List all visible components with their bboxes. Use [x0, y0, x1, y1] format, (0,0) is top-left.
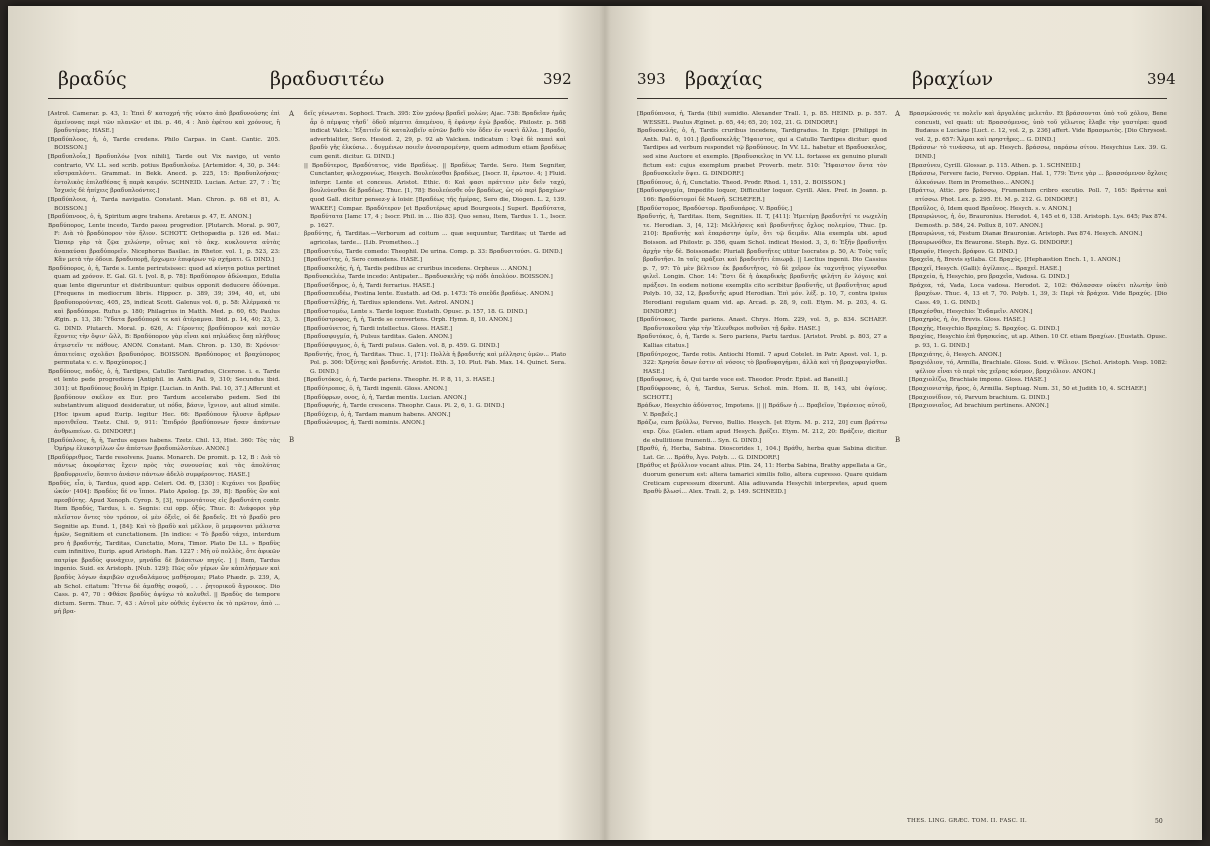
entry: [Βραδυπλοΐα,] Βραδυπλόω [vox nihili], Tarde out Vix navigo, ut vento contrario, VV. LL. sed scrib. potius Βραδυπλοέω. [Artemidor. 4, 30, p. 344: εὔστραπλόντι. Grammat. in Bekk. Anecd. p. 225, 15: Βραδυπλοήσας· ἐντολικὸς ἐπιλαθέσας ἢ παρὰ καιρόν. SCHNEID. Lucian. Actur. 27, 7 : Ἐς Ἰσχυεὶς δὲ ἠπίχεις βραδυπλοόντες.]	[48, 153, 280, 195]
entry: [Βραφόν, Hesych. βράφον. G. DIND.]	[909, 248, 1018, 255]
entry: Βραδυτής, ἡ, Tarditas. Item, Segnities. II. T, [411]: Ἡμετέρῃ βραδυτῆτί τε νωχελίῃ τε. Herodian. 3, [4, 12]: Μελλήσεις καὶ βραδυτῆτες ὄχλος πολεμίου, Thuc. [p. 210]: Βραδυτὴς καὶ ἐπαράστην ὑμῖν, ὅτι τῷ δειμᾶν. Alia exempla ubi. apud Boisson. ad Philostr. p. 356, quam Schol. indicat Hesiod. 3, 3, 6: Ἐξῆν βραδυτῆτι ἀρχὴν τὴν δὲ. Boissonade: Pluriali βραδυτῆτες utitur Isocrates p. 50, A: Τοὺς ταῖς βραδυτῆσι. In ταῖς πράξεσι καὶ βραδυτῆτι ἐπιωρᾷ. || Lectius ingenii. Dio Cassius p. 7, 97: Τὸ μὲν βέλτιον ἐκ βραδυτῆτος, τὸ δὲ χεῖρον ἐκ ταχυτῆτος γίγνεσθαι φιλεῖ. Longin. Chor. 14: Ἔστι δὲ ἡ ἀκαρδικὴς βραδυτῆς φιλήτη ἐν λόγοις καὶ πράξεσι. In eodem notione exemplis cito scribitur βραδυτῆς, ut βραδυτῆτας apud Polyb. 10, 32, 12, βραδυτῆς apud Herodian. Ἐπὶ μόν. λέξ. p. 10, 7, contra ipsius Herodiani regulam quam vid. ap. Arcad. p. 28, 9, coll. Etym. M. p. 203, 4. G. DINDORF.]	[637, 214, 887, 315]
right-page	[607, 6, 1202, 840]
center-headword: βραδυσιτέω	[270, 68, 385, 90]
entry: [Βραδυσφυγμία, ἡ, Pulsus tarditas. Galen. ANON.]	[304, 334, 452, 341]
entry: [Βραδυσίδηρος, ὁ, ἡ, Tardi ferrarius. HASE.]	[304, 282, 435, 289]
right-column-b	[909, 110, 1167, 758]
entry: βραδύτης, ἡ, Tarditas.—Verborum ad coitum ... quæ sequuntur, Tarditas; ut Tarde ad agricolas, tarde... [Lib. Prometheo...]	[304, 231, 566, 246]
entry: Βραχιόλιον, τό, Armilla, Brachiale. Gloss. Suid. v. Ψέλιον. [Schol. Aristoph. Vesp. 1082: ψέλιον εἶναι τὸ περὶ τὰς χεῖρας κόσμον, βραχιόλιον. ANON.]	[909, 360, 1167, 375]
entry: [Βραχιονιαῖος, Ad brachium pertinens. ANON.]	[909, 403, 1049, 410]
entry: [Βραδύτροχος, Tarde rotis. Antiochi Homil. 7 apud Cotelet. in Patr. Apost. vol. 1, p. 322: Χρησία ὅσων ἐστιν αἱ νόσοις τὸ βραδυφαγήμαι, ἀλλὰ καὶ τὴ βραχυφαγίσθαι. HASE.]	[637, 351, 887, 375]
column-marker-a: A	[895, 110, 901, 118]
entry: [Βραδύτροπος, ὁ, ἡ, Tardi ingenii. Gloss. ANON.]	[304, 386, 447, 392]
entry: Βραχίας, Hesychio ἐπὶ θρησκείας, ut ap. Athen. 10 Cf. etiam Βραχίων. [Eustath. Opusc. p. 93, 1. G. DIND.]	[909, 334, 1167, 350]
right-right-headword: βραχίων	[912, 68, 993, 90]
entry: Βραδυτής, ῆτος, ἡ, Tarditas. Thuc. 1, [71]: Πολλὰ ἡ βραδυτής καὶ μέλλησις ὑμῶν... Plato Pol. p. 306: Ὀξύτης καὶ βραδυτής. Aristot. Eth. 3, 10. Plut. Fab. Max. 14. Quinct. Sera. G. DIND.]	[304, 351, 566, 375]
left-headword: βραδύς	[58, 68, 127, 90]
entry: [Βραδύτοκος, Tarde pariens. Anast. Chrys. Hom. 229, vol. 5, p. 834. SCHAEF. Βραδυτοκοῦσα γὰρ τὴν Ἐλευθεροι ποθοῦσι τῇ δρᾶν. HASE.]	[637, 317, 887, 332]
entry: [Βραχέσθαι, Hesychio: Ἐνδαμεῖν. ANON.]	[909, 308, 1033, 315]
signature-line: THES. LING. GRÆC. TOM. II. FASC. II.	[907, 818, 1028, 824]
entry: [Astrol. Camerar. p. 43, 1: Ἐπεὶ δ' κατοχρή τῆς νύκτο ἀπὸ βραδυνούσης ἐπὶ ἀμείνονας περὶ τῶν πλανῶν· et ibi. p. 46, 4 : Ἀπὸ ἐφέτου καὶ χρόνους, ἢ βραδυτέρας. HASE.]	[48, 111, 280, 135]
left-page-header	[8, 68, 603, 98]
header-rule	[637, 98, 1167, 99]
entry: Βραχεῖα, ἡ, Brevis syllaba. Cf. Βραχύς. [Hephæstion Ench. 1, 1. ANON.]	[909, 257, 1121, 264]
entry: [Βραδύσφυγμος, ὁ, ἡ, Tardi pulsus. Galen. vol. 8, p. 459. G. DIND.]	[304, 343, 500, 350]
entry: [Βράττω, Attic. pro βράσσω, Frumentum cribro excutio. Poll. 7, 165: Βράττω καὶ πτίσσω. Phot. Lex. p. 295. Et. M. p. 212. G. DINDORF.]	[909, 188, 1167, 203]
entry: Βραδύς, εἶα, ὺ, Tardus, quod app. Celeri. Od. Θ, [330] : Κιχάνει τοι βραδὺς ὠκύν· [404]: Βραδέες δέ νυ ἴπποι. Plato Apolog. [p. 39, B]: Βραδὺς ὢν καὶ πρεσβύτης. Apud Xenoph. Cyrop. 5, [3], τοιμουτάτους εἰς βραδυτάτη contr. Item Βραδύς, Tardus, i. e. Segnis: cui opp. ὀξύς. Thuc. 8: Διάφοροι γὰρ πλεῖστον ὄντες τὸν τρόπον, οἱ μὲν ὀξεῖς, οἱ δὲ βραδεῖς. Et τὸ βραδὺ pro Segnitie ap. Eund. 1, [84]: Καὶ τὸ βραδὺ καὶ μέλλον, ὃ μεμφονται μάλιστα ἡμῶν, Segnitiem et cunctationem. [In indice: « Τὸ βραδὺ τάχει, interdum pro ἡ βραδυτής, Tarditas, Cunctatio, Mora, Timor. Plato De LL. » Βραδὺς cum infinitivo, Eurip. apud Aristoph. Ran. 1227 : Μὴ οὐ πολλὸς, ὅτε ἀφικῶν πατρίφε βραδὺς φυνάχειν, μηνάδα δὲ βιάσετων πηγίς. ] | Item, Tardus ingenio. Suid. ex Aristoph. [Nub. 129]: Πῶς οὖν γέρων ὢν κἀπιλήσμων καὶ βραδὺς λόγων ἀκριβῶν σχινδαλάμους μαθήσομαι; Plato Phædr. p. 239, A, ab Schol. citatum: Ἥττω δὲ ἀμαθὴς σοφοῦ, . . . ῥητορικοῦ ἄγροικος. Dio Cass. p. 47, 70 : Φθάσε βραδὺς ἀψύχω τὸ κολυθεῖ. || Βραδὺς de tempore dictum. Serm. Thuc. 7, 43 : Αὐτοῖ μὲν οὐθεὶς ἐγένετο ἐκ τὸ πρῶτον, ἀπὸ ... μή βρα-	[48, 480, 280, 616]
left-page-number: 392	[543, 70, 572, 88]
entry: Βραδύπορος, Lente incedo, Tardo passu progredior. [Plutarch. Moral. p. 907, F: Διὰ τὸ βραδύπορον τὸν ἥλιον. SCHOTT. Orthopædia p. 126 ed. Mai.: Ὥσπερ γὰρ τὰ ζῷα χελώνην, οὕτως καὶ τὸ ἀκχ. κυκλουντα αὐτὰς ἀναπαύσαι βραδύπορεῖν. Nicephorus Basilac. in Rhetor. vol. 1, p. 523, 23: Κἂν μετὰ τὴν ὁδοιπ. βραδυπορῇ, ἔρχωμεν ἐπιφέρων τῷ σχήματι. G. DIND.]	[48, 222, 280, 264]
entry: [Βραδύπνοια, ἡ, Tarda (tibi) sumidio. Alexander Trall. 1, p. 85. HEIND. p. p. 557. WESSEL. Paulus Æginet. p. 65, 44; 65, 20; 102, 21. G. DINDORF.]	[637, 111, 887, 126]
entry: Βράζω, cum βρύλλω, Ferveo, Bullio. Hesych. [et Etym. M. p. 212, 20] cum βράττω exp. ζέω. [Galen. etiam apud Hesych. βρέζει. Etym. M. 212, 20: Βράζειν, dicitur de ebullitione frumenti... Syn. G. DIND.]	[637, 420, 887, 444]
entry: [Βραδύπους, ὁ, ἡ, Cunctatio. Theod. Prodr. Rhod. 1, 151, 2. BOISSON.]	[637, 179, 846, 186]
entry: Βραδυσκελέω, Tarde incedo: Antipater... Βραδυσκελὴς τῷ πόδι ἀπολύον. BOISSON.]	[304, 274, 553, 281]
entry: [Βραδυσκελής, ἡ, ἡ, Tardis pedibus ac cruribus incedens. Orpheus ... ANON.]	[304, 265, 531, 272]
right-left-headword: βραχίας	[685, 68, 763, 90]
entry: Βραδυσκελής, ὁ, ἡ, Tardis cruribus incedens, Tardigradus. In Epigr. [Philippi in Anth. Pal. 6, 101.] βραδυσκελῆς Ἥφαιστος, qui a Catullo Tardipes dicitur: quod Tardipes ad verbum respondet τῷ βραδύπους. In VV. LL. habetur et Βραδυσκελος, sed sine Auctore et exemplo. [Βραδυσκελος in VV. LL. fortasse ex genuino plurali fictum est: cujus exemplum præbet Proverb. metr. 510: Ἥφαιστον ὄντα τὸν βραδυσκελεῖν ὄψει. G. DINDORF.]	[637, 128, 887, 178]
entry: Βραδύπους, ποδὸς, ὁ, ἡ, Tardipes, Catullo: Tardigradus, Cicerone. i. e. Tarde et lento pede progrediens [Antiphil. in Anth. Pal. 9, 310; Secundus ibid. 301]: ut Βραδύπους βουλή in Epigr. [Lucian. in Anth. Pal. 10, 37.] Afferunt et βραδύπουν σκέλον ex Eur. pro Tardum accelerabo pedem. Sed ibi substantivum aliquod desideratur, ut πόδα, βάσιν, ἴχνιον, aut aliud simile. [Hoc ipsum apud Eurip. legitur Hec. 66: Βραδύπουν ἤλυσιν ἄρθρων προτιθεῖσα. Tzetz. Chil. 9, 911: Ἐπιδρόν βραδύπονων ἤσαν ἀπάντων ἀνθρωπείων. G. DINDORF.]	[48, 368, 280, 435]
entry: [Βραδυτόκος, ὁ, ἡ, Tarde pariens. Theophr. H. P. 8, 11, 3. HASE.]	[304, 377, 495, 384]
entry: [Βράσσω, Fervere facio, Ferveo. Oppian. Hal. 1, 779: Ἐντε γὰρ ... βρασσόμενον ὄχλοις ἀλκυόνων. Item in Prometheo... ANON.]	[909, 171, 1167, 186]
entry: Βράχεα, τά, Vada, Loca vadosa. Herodot. 2, 102: Θάλασσαν οὐκέτι πλωτὴν ὑπὸ βραχέων. Thuc. 4, 13 et 7, 70. Polyb. 1, 39, 3: Περὶ τὰ βράχεα. Vide Βραχύς. [Dio Cass. 49, 1. G. DIND.]	[909, 282, 1167, 307]
left-page	[8, 6, 603, 840]
entry: [Βραδυώνυμος, ἡ, Tardi nominis. ANON.]	[304, 420, 425, 427]
far-right-page-number: 394	[1147, 70, 1176, 88]
entry: || Βραδύτερος, Βραδύτατος, vide Βραδέως. || Βραδέως Tarde. Sero. Item Segniter, Cunctanter, φιλοχρονίως, Hesych. Βουλεύεσθαι βραδέως, [Isocr. II, ἐρωτον. 4; ] Fluid. inferpr. Lente et conceus. Aristot. Ethic. 6: Καὶ φασι πράττειν μὲν δεῖν ταχύ, βουλεύεσθαι δὲ βραδέως. Thuc. [1, 78]: Βουλεύεσθε οὖν βραδέως, ὡς οὐ περὶ βραχέων· quod Gall. dicitur pensez-y à loisir. [Βραδέως τῆς ἡμέρας, Sero die, Diogen. L. 2, 139. WAKEF.] Compar. Βραδύτερον [et Βραδυτέρως apud Bourgeois.] Superl. Βραδύτατα, Βραδύτατα [Iamc 17, 4 ; Isocr. Phil. in ... Ilio 83]. Quo sensu, Item, Tardus 1. 1., Isocr. p. 1627.	[304, 162, 566, 229]
right-page-header	[607, 68, 1202, 98]
entry: [Βραχεία, ἡ, Hesychio, pro βραχεῖα, Vadosa. G. DIND.]	[909, 274, 1070, 281]
entry: [Βραδυσπευδέω, Festina lente. Eustath. ad Od. p. 1473: Τὸ σπεῦδε βραδέως. ANON.]	[304, 291, 553, 298]
column-marker-b: B	[289, 436, 295, 444]
entry: [Βραδύπλοος, ἡ, ἡ, Tardus eques habens. Tzetz. Chil. 13, Hist. 360: Τὸς τὰς Ὁμήρῳ ἐλυκοτρίλων ὧν ἀπέστων βραδυπώλοτέων. ANON.]	[48, 437, 280, 453]
entry: [Βραδυστομέω, Lente s. Tarde loquor. Eustath. Opusc. p. 157, 18. G. DIND.]	[304, 308, 528, 315]
entry: δεῖς γένωνται. Sophocl. Trach. 395: Σὺν χρόνῳ βραδεῖ μολὼν; Ajac. 738: Βραδεῖαν ἡμᾶς ἆρ ὁ πέμψας τῆσδ᾽ ὁδοῦ πέμπτει ἀπεμένου, ἢ ἐφάνην ἐγὼ βραδύς. Philostr. p. 568 indicat Valck.: Ἐξαιτεῖν δὲ καταλαβεῖν αὐτῶν βαθὺ τὸν ὄδεν ἐν νυκτὶ ἄλλα. ] Βραδὺ, adverbialiter, Sero. Hesiod. 2, 29, p. 92 ab Valcken. indicatum : Ὀψὲ δὲ παπεὶ καὶ βραδὺ γῆς ἑλκύσω.. . δυγμένων ποιεῖν ἀνοσαρομένην, quem admodum etiam βραδέως cum genit. dicitur. G. DIND.]	[304, 111, 566, 160]
entry: [Βραδύστομος, Βραδύστορ. Βραδυπάρος. V. Βραδύς.]	[637, 205, 793, 212]
entry: [Βραδύφρων, ονος, ὁ, ἡ, Tardæ mentis. Lucian. ANON.]	[304, 394, 467, 401]
entry: [Βραχιονιστὴρ, ῆρος, ὁ, Armilla. Septuag. Num. 31, 50 et Judith 10, 4. SCHAEF.]	[909, 386, 1147, 392]
entry: [Βραδυσύνετος, ἡ, Tardi intellectus. Gloss. HASE.]	[304, 325, 453, 332]
entry: [Βράσσω· τὸ τινάσσω, ut ap. Hesych. βράσσω, παράσω σίτου. Hesychius Lex. 39. G. DIND.]	[909, 145, 1167, 160]
entry: Βραδύπορος, ὁ, ἡ, Tarde s. Lente perirutsissec: quod ad κίνητα potius pertinet quam ad χρόνον. E. Gal. Gl. t. [vol. 8, p. 78]: Βραδύπορον ἀδώναμαι, Edulia quæ lente digeruntur et distribuuntur: quibus opponit deducere ὀδύναμα. [Frequens in mediocrum libris. Hippocr. p. 389, 39; 394, 40, et, ubi βραδυπορούντας, 405, 25, indicat Scott. Galenus vol. 6, p. 58: Ἀλέρμακά τε καὶ βραδύπορα. Rufus p. 180; Philagrius in Matth. Med. p. 60, 65; Paulus Ægin. p. 13, 38: Ὕδατα βραδύπορά τε καὶ ἀτέραμνα. Ibid. p. 14, 40; 23, 3. G. DIND. Plutarch. Moral. p. 626, A: Γέροντες βραδύπορον καὶ ποτῶν ἔχοντες τὴν ὄψιν· ὥλλ, B: Βραδύπορον γὰρ εἶναι καὶ πηλώδεις ὄπῃ πλήθους ἀτμιστεῖν τε πάθους. ANON. Constant. Man. Chron. p. 130, B: Χρόνιοι· ἀπαιτείαις σχολᾶσι βραδυπόρος. BOISSON. Βραδύπορος et βραχύπορος permutata v. c. v. Βραχύπορος.]	[48, 265, 280, 367]
entry: [Βρασύνευ, Cyrill. Glossar. p. 115. Athen. p. 1. SCHNEID.]	[909, 162, 1081, 169]
entry: Βράδων, Hesychio ἀδύνατος, Impotens. || || Βράδων ἡ ... Βραβεῖον, Ἐφέσειος αὐτοῦ, V. Βραβεῖς.]	[637, 403, 887, 418]
book-spread	[8, 6, 1202, 840]
entry: [Βραχιολίζω, Brachiale impono. Gloss. HASE.]	[909, 377, 1047, 384]
entry: [Βραδύστροφος, ἡ, ἡ, Tarde se convertens. Orph. Hymn. 8, 10. ANON.]	[304, 317, 512, 324]
entry: [Βραδύπνοος, ὁ, ἡ, Spiritum ægre trahens. Aretæus p. 47, E. ANON.]	[48, 214, 252, 221]
entry: [Βραδυσφυγμία, Impedito loquor, Difficulter loquor. Cyrill. Alex. Pref. in Joann. p. 166: Βραδύστομοί δὲ Μωσῆ. SCHÆFER.]	[637, 188, 887, 203]
entry: Βρασμώσονός τε πολεῖν καὶ ἀργαλέας μελετᾶν. Et βράσσονται ὑπὸ τοῦ χόλου, Bene concusti, vel quati: ut: Βρασσόμενος, ὑπὸ τοῦ γέλωτος ἔλαβε τὴν γαστέρα: quod Budæus e Luciano [Luct. c. 12, vol. 2, p. 236] affert. Vide Βρασμωτὸς. [Dio Chrysost. vol. 2, p. 657: Ἄλμαι καὶ πρηστῆρες... G. DIND.]	[909, 111, 1167, 143]
column-marker-a: A	[289, 110, 295, 118]
entry: [Βραχιάτης, ὁ, Hesych. ANON.]	[909, 351, 1002, 358]
left-column-a	[48, 110, 280, 758]
entry: [Βραθύ, ἡ, Herba, Sabina. Dioscorides 1, 104.] Βράθυ, herba quæ Sabina dicitur. Lat. Gr. ... Βράθυ, Ἀγυ. Polyb. ... G. DINDORF.]	[637, 446, 887, 461]
entry: Βραδυτόκος, ὁ, ἡ, Tarde s. Sero pariens, Partu tardus. [Aristot. Probl. p. 803, 27 a Kallias citatus.]	[637, 334, 887, 350]
entry: [Βραδύπλοος, ἡ, ὁ, Tarde credens. Philo Carpas. in Cant. Cantic. 205. BOISSON.]	[48, 136, 280, 152]
entry: [Βραχηρὸς, ἡ, ὁν, Brevis. Gloss. HASE.]	[909, 317, 1025, 324]
right-column-a	[637, 110, 887, 758]
entry: [Βράθυς et βρύλλιον vocant alius. Plin. 24, 11: Herba Sabina, Brathy appellata a Gr., duorum generum est: altera tamarici similis folio, altera cupresso. Quare quidam Creticam cupressum dixerunt. Alia adiuvanda Hesychii interpretes, apud quem Βραθὺ βλωσί... Alex. Trall. 2, p. 149. SCHNEID.]	[637, 463, 887, 496]
entry: [Βραδύρριθμος, Tarde resolvens. Juans. Monarch. De promit. p. 12, B : Διὰ τὸ πάντως ἀκοφέστας ἔχειν πρὸς τὰς συνουσίας καὶ τὰς ἀπολύτας βραδυρρινεῖν, ὅσπιτο ἀνάσιν πάντων ἀδελὸ συμφέροντος. HASE.]	[48, 454, 280, 478]
entry: [Βραδύφρονας, ὁ, ἡ, Tardus, Serus. Schol. min. Hom. II. B, 143, ubi ὀψίους. SCHOTT.]	[637, 386, 887, 401]
entry: [Βραδυσιτέω, Tarde comedo: Theophil. De urina. Comp. p. 33: Βραδυσιτούσι. G. DIND.]	[304, 248, 563, 255]
entry: [Βραχιονίδιον, τό, Parvum brachium. G. DIND.]	[909, 394, 1050, 401]
entry: [Βραδυφανς, ἡ, ὁ, Qui tarde voce est. Theodor. Prodr. Epist. ad Baneill.]	[637, 377, 848, 384]
entry: [Βραῦλος, ὁ, Idem quod Βραῦνος. Hesych. s. v. ANON.]	[909, 205, 1072, 212]
entry: [Βραδυφυής, ἡ, Tarde crescens. Theophr. Caus. Pl. 2, 6, 1. G. DIND.]	[304, 403, 505, 410]
entry: [Βραυρώνια, τά, Festum Dianæ Brauroniæ. Aristoph. Pax 874. Hesych. ANON.]	[909, 231, 1143, 238]
entry: [Βραυρώνιος, ἡ, ὁν, Brauronius. Herodot. 4, 145 et 6, 138. Aristoph. Lys. 645; Pax 874. Demosth. p. 584, 24. Pollux 8, 107. ANON.]	[909, 214, 1167, 229]
right-page-number: 393	[637, 70, 666, 88]
entry: [Βραυρωνόθεν, Ex Braurone. Steph. Byz. G. DINDORF.]	[909, 239, 1073, 246]
entry: [Βραδυσίτης, ὁ, Sero comedens. HASE.]	[304, 257, 423, 264]
left-column-b	[304, 110, 566, 758]
entry: [Βραχὴς, Hesychio Βραχέας; S. Βραχέος. G. DIND.]	[909, 325, 1060, 332]
entry: [Βραδύχειρ, ὁ, ἡ, Tardam manum habens. ANON.]	[304, 411, 451, 418]
entry: [Βραχεῖ, Hesych. (Galli): ἀγίλπεις... Βραχεῖ. HASE.]	[909, 265, 1062, 272]
header-rule	[48, 98, 568, 99]
entry: [Βραδύπλοια, ἡ, Tarda navigatio. Constant. Man. Chron. p. 68 et 81, A. BOISSON.]	[48, 196, 280, 212]
signature-number: 50	[1155, 818, 1163, 825]
entry: [Βραδυστιλβής, ἡ, Tardius splendens. Vet. Astrol. ANON.]	[304, 300, 474, 307]
column-marker-b: B	[895, 436, 901, 444]
